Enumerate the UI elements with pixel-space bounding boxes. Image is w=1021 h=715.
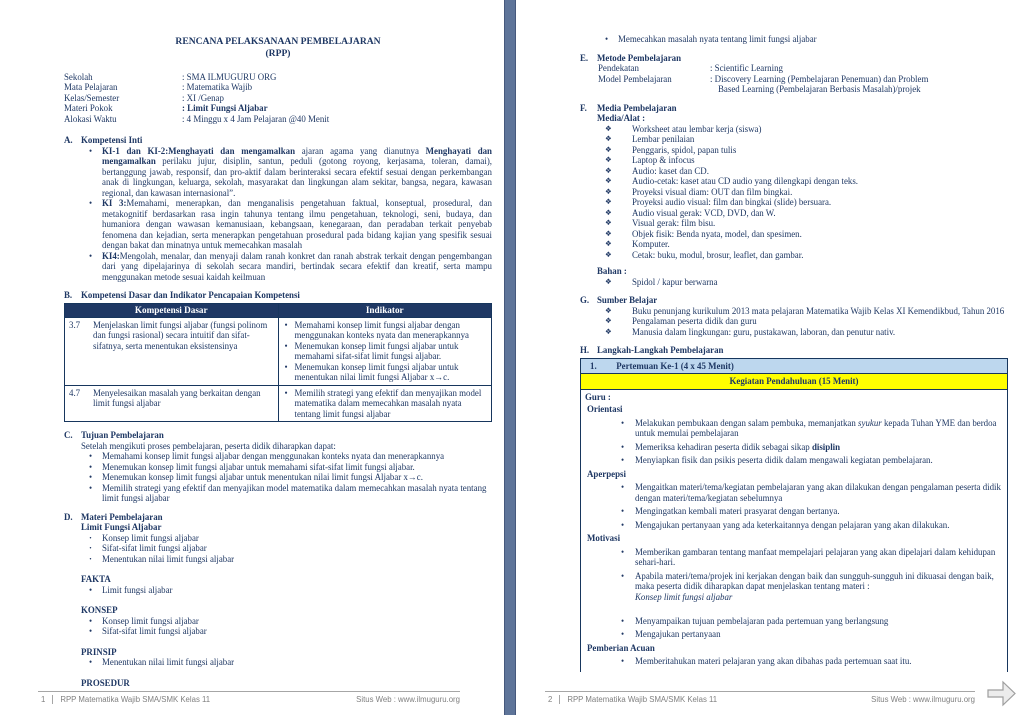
list-item: • Mengingatkan kembali materi prasyarat dengan bertanya. bbox=[585, 506, 1001, 517]
list-item: • Memahami konsep limit fungsi aljabar dengan menggunakan konteks nyata dan menerapkannya bbox=[81, 451, 492, 462]
kompetensi-dasar-table bbox=[64, 303, 492, 422]
section-tujuan-pembelajaran bbox=[64, 430, 492, 504]
tujuan-list bbox=[81, 451, 492, 504]
list-item: • Memilih strategi yang efektif dan menyajikan model matematika dalam memecahkan masalah nyata tentang limit fungsi aljabar bbox=[81, 483, 492, 504]
info-row-mata-pelajaran bbox=[64, 82, 329, 93]
list-item: • Sifat-sifat limit fungsi aljabar bbox=[81, 626, 492, 637]
bahan-subtitle: Bahan : bbox=[597, 266, 627, 276]
section-heading bbox=[64, 135, 492, 146]
list-item: • Apabila materi/tema/projek ini kerjakan dengan baik dan sungguh-sungguh ini dikuasai dengan baik, maka peserta didik diharapkan dapat menjelaskan tentang materi : Konsep limit fungsi aljabar bbox=[585, 571, 1001, 613]
prosedur-continued-list bbox=[597, 34, 1008, 45]
kd-number: 4.7 bbox=[69, 387, 81, 398]
info-label: Mata Pelajaran bbox=[64, 82, 118, 93]
kd-text: Menyelesaikan masalah yang berkaitan dengan limit fungsi aljabar bbox=[93, 387, 261, 409]
list-item: • Limit fungsi aljabar bbox=[81, 585, 492, 596]
group-title: PROSEDUR bbox=[81, 677, 130, 688]
section-letter: B. bbox=[64, 290, 73, 301]
info-label: Alokasi Waktu bbox=[64, 113, 117, 124]
kd-cell bbox=[65, 317, 279, 385]
section-letter: A. bbox=[64, 135, 73, 146]
page-divider bbox=[504, 0, 516, 715]
list-item: • Konsep limit fungsi aljabar bbox=[81, 616, 492, 627]
group-list bbox=[81, 616, 492, 637]
list-item: • Mengaitkan materi/tema/kegiatan pembelajaran yang akan dilakukan dengan pengalaman peserta didik dengan materi/tema/kegiatan sebelumnya bbox=[585, 482, 1001, 503]
list-item: · Menentukan nilai limit fungsi aljabar bbox=[81, 554, 492, 565]
group-bullets bbox=[585, 418, 1001, 466]
section-sumber-belajar bbox=[580, 295, 1008, 337]
section-kompetensi-inti bbox=[64, 135, 492, 282]
kegiatan-group-pemberian-acuan bbox=[585, 643, 1001, 667]
kegiatan-header-row bbox=[581, 374, 1008, 390]
kegiatan-body-row bbox=[581, 389, 1008, 672]
section-letter: F. bbox=[580, 102, 587, 113]
section-title: Tujuan Pembelajaran bbox=[81, 430, 164, 441]
info-label: Kelas/Semester bbox=[64, 92, 120, 103]
group-list bbox=[81, 657, 492, 668]
list-item: ❖ Buku penunjang kurikulum 2013 mata pelajaran Matematika Wajib Kelas XI Kemendikbud, Tahun 2016 bbox=[597, 306, 1008, 317]
page1-footer bbox=[38, 691, 460, 704]
document-title bbox=[64, 36, 492, 61]
group-bullets bbox=[585, 482, 1001, 530]
group-title: FAKTA bbox=[81, 574, 111, 585]
info-value: : SMA ILMUGURU ORG bbox=[182, 71, 277, 82]
bahan-list bbox=[597, 277, 1008, 288]
metode-row-pendekatan bbox=[598, 63, 1008, 74]
footer-site-url: Situs Web : www.ilmuguru.org bbox=[871, 695, 975, 704]
list-item: ❖ Proyeksi visual diam: OUT dan film bingkai. bbox=[597, 187, 1008, 198]
list-item: ❖ Lembar penilaian bbox=[597, 134, 1008, 145]
list-item: • Menyiapkan fisik dan psikis peserta didik dalam mengawali kegiatan pembelajaran. bbox=[585, 455, 1001, 466]
list-item: • Menemukan konsep limit fungsi aljabar untuk memahami sifat-sifat limit fungsi aljabar. bbox=[81, 462, 492, 473]
group-list bbox=[81, 585, 492, 596]
materi-subtitle: Limit Fungsi Aljabar bbox=[81, 522, 162, 533]
section-letter: H. bbox=[580, 345, 590, 355]
col-header-indikator: Indikator bbox=[278, 303, 492, 317]
page1-content bbox=[0, 0, 505, 688]
info-value: : Limit Fungsi Aljabar bbox=[182, 103, 268, 114]
section-heading bbox=[64, 512, 492, 523]
section-letter: D. bbox=[64, 511, 73, 522]
group-heading: Aperpepsi bbox=[587, 468, 626, 479]
section-title: Media Pembelajaran bbox=[597, 102, 677, 113]
section-title: Kompetensi Inti bbox=[81, 135, 143, 146]
metode-label: Model Pembelajaran bbox=[598, 73, 672, 84]
kegiatan-content-cell bbox=[581, 389, 1008, 672]
info-label: Materi Pokok bbox=[64, 103, 113, 114]
kegiatan-group-motivasi bbox=[585, 533, 1001, 640]
list-item: ❖ Worksheet atau lembar kerja (siswa) bbox=[597, 124, 1008, 135]
info-value: : 4 Minggu x 4 Jam Pelajaran @40 Menit bbox=[182, 113, 330, 124]
page-number: 1 bbox=[38, 695, 53, 704]
table-header-row bbox=[65, 303, 492, 317]
col-header-kompetensi-dasar: Kompetensi Dasar bbox=[65, 303, 279, 317]
tujuan-intro: Setelah mengikuti proses pembelajaran, peserta didik diharapkan dapat: bbox=[81, 440, 336, 451]
list-item: • KI 3:Memahami, menerapkan, dan menganalisis pengetahuan faktual, konseptual, prosedural, dan metakognitif berdasarkan rasa ingin tahunya tentang ilmu pengetahuan, teknologi, seni, budaya, dan humaniora dengan wawasan kemanusiaan, kebangsaan, kenegaraan, dan peradaban terkait penyebab fenomena dan kejadian, serta menerapkan pengetahuan prosedural pada bidang kajian yang spesifik sesuai dengan bakat dan minatnya untuk memecahkan masalah bbox=[81, 198, 492, 251]
langkah-pembelajaran-table bbox=[580, 358, 1008, 672]
list-item: • KI4:Mengolah, menalar, dan menyaji dalam ranah konkret dan ranah abstrak terkait dengan pengembangan dari yang dipelajarinya di sekolah secara mandiri, bertindak secara efektif dan kreatif, serta mampu menggunakan metode sesuai kaidah keilmuan bbox=[81, 251, 492, 283]
info-value: : Matematika Wajib bbox=[182, 82, 253, 93]
list-item: • Memeriksa kehadiran peserta didik sebagai sikap disiplin bbox=[585, 442, 1001, 453]
group-heading: Motivasi bbox=[587, 533, 621, 543]
section-heading bbox=[580, 345, 1008, 356]
group-bullets bbox=[585, 656, 1001, 667]
list-item: • Menemukan konsep limit fungsi aljabar untuk menentukan nilai limit fungsi Aljabar x→c. bbox=[81, 472, 492, 483]
section-letter: G. bbox=[580, 295, 590, 305]
footer-title: RPP Matematika Wajib SMA/SMK Kelas 11 bbox=[567, 695, 718, 704]
indikator-cell bbox=[278, 385, 492, 422]
info-row-alokasi-waktu bbox=[64, 114, 329, 125]
list-item: ❖ Audio-cetak: kaset atau CD audio yang dilengkapi dengan teks. bbox=[597, 176, 1008, 187]
materi-group-fakta bbox=[81, 574, 492, 595]
kegiatan-title: Kegiatan Pendahuluan (15 Menit) bbox=[581, 374, 1008, 390]
list-item: • Mengajukan pertanyaan bbox=[585, 629, 1001, 640]
title-line-1: RENCANA PELAKSANAAN PEMBELAJARAN bbox=[175, 36, 381, 47]
list-item: • Memberikan gambaran tentang manfaat mempelajari pelajaran yang akan dipelajari dalam kehidupan sehari-hari. bbox=[585, 547, 1001, 568]
section-letter: E. bbox=[580, 52, 589, 63]
pertemuan-number: 1. bbox=[590, 360, 597, 371]
list-item: ❖ Audio visual gerak: VCD, DVD, dan W. bbox=[597, 208, 1008, 219]
pertemuan-title: Pertemuan Ke-1 (4 x 45 Menit) bbox=[616, 360, 734, 371]
kd-number: 3.7 bbox=[69, 319, 81, 330]
group-title: KONSEP bbox=[81, 605, 118, 616]
list-item: ❖ Spidol / kapur berwarna bbox=[597, 277, 1008, 288]
kegiatan-group-orientasi bbox=[585, 404, 1001, 466]
list-item: ❖ Visual gerak: film bisu. bbox=[597, 218, 1008, 229]
table-row bbox=[65, 385, 492, 422]
list-item: • Menentukan nilai limit fungsi aljabar bbox=[81, 657, 492, 668]
kd-cell bbox=[65, 385, 279, 422]
list-item: • Memberitahukan materi pelajaran yang akan dibahas pada pertemuan saat itu. bbox=[585, 656, 1001, 667]
page-number: 2 bbox=[545, 695, 560, 704]
list-item: • Melakukan pembukaan dengan salam pembuka, memanjatkan syukur kepada Tuhan YME dan berdoa untuk memulai pembelajaran bbox=[585, 418, 1001, 439]
list-item: • Memilih strategi yang efektif dan menyajikan model matematika dalam memecahkan masalah nyata tentang limit fungsi aljabar bbox=[283, 388, 488, 420]
info-row-materi-pokok bbox=[64, 103, 329, 114]
materi-group-konsep bbox=[81, 605, 492, 637]
section-media-pembelajaran bbox=[580, 103, 1008, 288]
list-item: ❖ Komputer. bbox=[597, 239, 1008, 250]
section-heading bbox=[580, 295, 1008, 306]
info-label: Sekolah bbox=[64, 71, 93, 82]
section-materi-pembelajaran bbox=[64, 512, 492, 689]
media-alat-subtitle: Media/Alat : bbox=[597, 113, 646, 123]
section-heading bbox=[580, 53, 1008, 64]
page2-content bbox=[516, 0, 1021, 672]
list-item: ❖ Cetak: buku, modul, brosur, leaflet, dan gambar. bbox=[597, 250, 1008, 261]
list-item: • Menemukan konsep limit fungsi aljabar untuk menentukan nilai limit fungsi Aljabar x→c. bbox=[283, 362, 488, 383]
section-kompetensi-dasar bbox=[64, 290, 492, 422]
materi-group-prosedur bbox=[81, 678, 492, 689]
list-item: ❖ Manusia dalam lingkungan: guru, pustakawan, laboran, dan penutur nativ. bbox=[597, 327, 1008, 338]
list-item: • Memahami konsep limit fungsi aljabar dengan menggunakan konteks nyata dan menerapkannya bbox=[283, 320, 488, 341]
next-page-arrow-icon[interactable] bbox=[986, 679, 1018, 708]
materi-list bbox=[81, 533, 492, 565]
section-title: Kompetensi Dasar dan Indikator Pencapaian Kompetensi bbox=[81, 290, 300, 301]
guru-label: Guru : bbox=[585, 391, 611, 402]
list-item: · Konsep limit fungsi aljabar bbox=[81, 533, 492, 544]
indikator-list bbox=[283, 320, 488, 383]
list-item: ❖ Proyeksi audio visual: film dan bingkai (slide) bersuara. bbox=[597, 197, 1008, 208]
list-item: • KI-1 dan KI-2:Menghayati dan mengamalkan ajaran agama yang dianutnya Menghayati dan mengamalkan perilaku jujur, disiplin, santun, peduli (gotong royong, kerjasama, toleran, damai), bertanggung jawab, responsif, dan pro-aktif dalam berinteraksi secara efektif sesuai dengan perkembangan anak di lingkungan, keluarga, sekolah, masyarakat dan lingkungan alam sekitar, bangsa, negara, kawasan regional, dan kawasan internasional”. bbox=[81, 146, 492, 199]
metode-row-model bbox=[598, 74, 1008, 95]
footer-title: RPP Matematika Wajib SMA/SMK Kelas 11 bbox=[60, 695, 211, 704]
section-heading bbox=[64, 290, 492, 301]
metode-value: : Scientific Learning bbox=[710, 63, 783, 73]
kd-text: Menjelaskan limit fungsi aljabar (fungsi polinom dan fungsi rasional) secara intuitif dan sifat-sifatnya, serta menentukan eksistensinya bbox=[93, 319, 268, 351]
group-heading: Pemberian Acuan bbox=[587, 642, 655, 653]
title-line-2: (RPP) bbox=[265, 48, 291, 60]
document-page-1 bbox=[0, 0, 505, 715]
section-title: Materi Pembelajaran bbox=[81, 511, 163, 522]
group-title: PRINSIP bbox=[81, 646, 117, 657]
indikator-cell bbox=[278, 317, 492, 385]
info-row-kelas-semester bbox=[64, 93, 329, 104]
metode-value: : Discovery Learning (Pembelajaran Penemuan) dan Problem Based Learning (Pembelajaran Berbasis Masalah)/projek bbox=[710, 73, 929, 94]
list-item: • Menemukan konsep limit fungsi aljabar untuk memahami sifat-sifat limit fungsi aljabar. bbox=[283, 341, 488, 362]
footer-site-url: Situs Web : www.ilmuguru.org bbox=[356, 695, 460, 704]
section-title: Metode Pembelajaran bbox=[597, 52, 682, 63]
list-item: ❖ Penggaris, spidol, papan tulis bbox=[597, 145, 1008, 156]
kompetensi-inti-list bbox=[81, 146, 492, 283]
table-row bbox=[65, 317, 492, 385]
document-page-2 bbox=[516, 0, 1021, 715]
pertemuan-header-row bbox=[581, 358, 1008, 374]
page2-footer bbox=[545, 691, 975, 704]
document-info-table bbox=[64, 72, 329, 125]
metode-label: Pendekatan bbox=[598, 63, 639, 73]
list-item: ❖ Pengalaman peserta didik dan guru bbox=[597, 316, 1008, 327]
sumber-belajar-list bbox=[597, 306, 1008, 338]
media-alat-list bbox=[597, 124, 1008, 261]
list-item: · Sifat-sifat limit fungsi aljabar bbox=[81, 543, 492, 554]
section-metode-pembelajaran bbox=[580, 53, 1008, 95]
section-heading bbox=[580, 103, 1008, 114]
section-title: Langkah-Langkah Pembelajaran bbox=[597, 345, 724, 355]
list-item: ❖ Laptop & infocus bbox=[597, 155, 1008, 166]
list-item: • Memecahkan masalah nyata tentang limit fungsi aljabar bbox=[597, 34, 1008, 45]
materi-group-prinsip bbox=[81, 647, 492, 668]
list-item: ❖ Objek fisik: Benda nyata, model, dan spesimen. bbox=[597, 229, 1008, 240]
info-value: : XI /Genap bbox=[182, 92, 224, 103]
group-bullets bbox=[585, 547, 1001, 640]
indikator-list bbox=[283, 388, 488, 420]
kegiatan-group-aperpepsi bbox=[585, 469, 1001, 531]
section-langkah-pembelajaran bbox=[580, 345, 1008, 672]
list-item: • Menyampaikan tujuan pembelajaran pada pertemuan yang berlangsung bbox=[585, 616, 1001, 627]
group-heading: Orientasi bbox=[587, 404, 623, 414]
section-title: Sumber Belajar bbox=[597, 295, 658, 305]
list-item: • Mengajukan pertanyaan yang ada keterkaitannya dengan pelajaran yang akan dilakukan. bbox=[585, 520, 1001, 531]
list-item: ❖ Audio: kaset dan CD. bbox=[597, 166, 1008, 177]
info-row-sekolah bbox=[64, 72, 329, 83]
section-heading bbox=[64, 430, 492, 441]
section-letter: C. bbox=[64, 430, 73, 441]
